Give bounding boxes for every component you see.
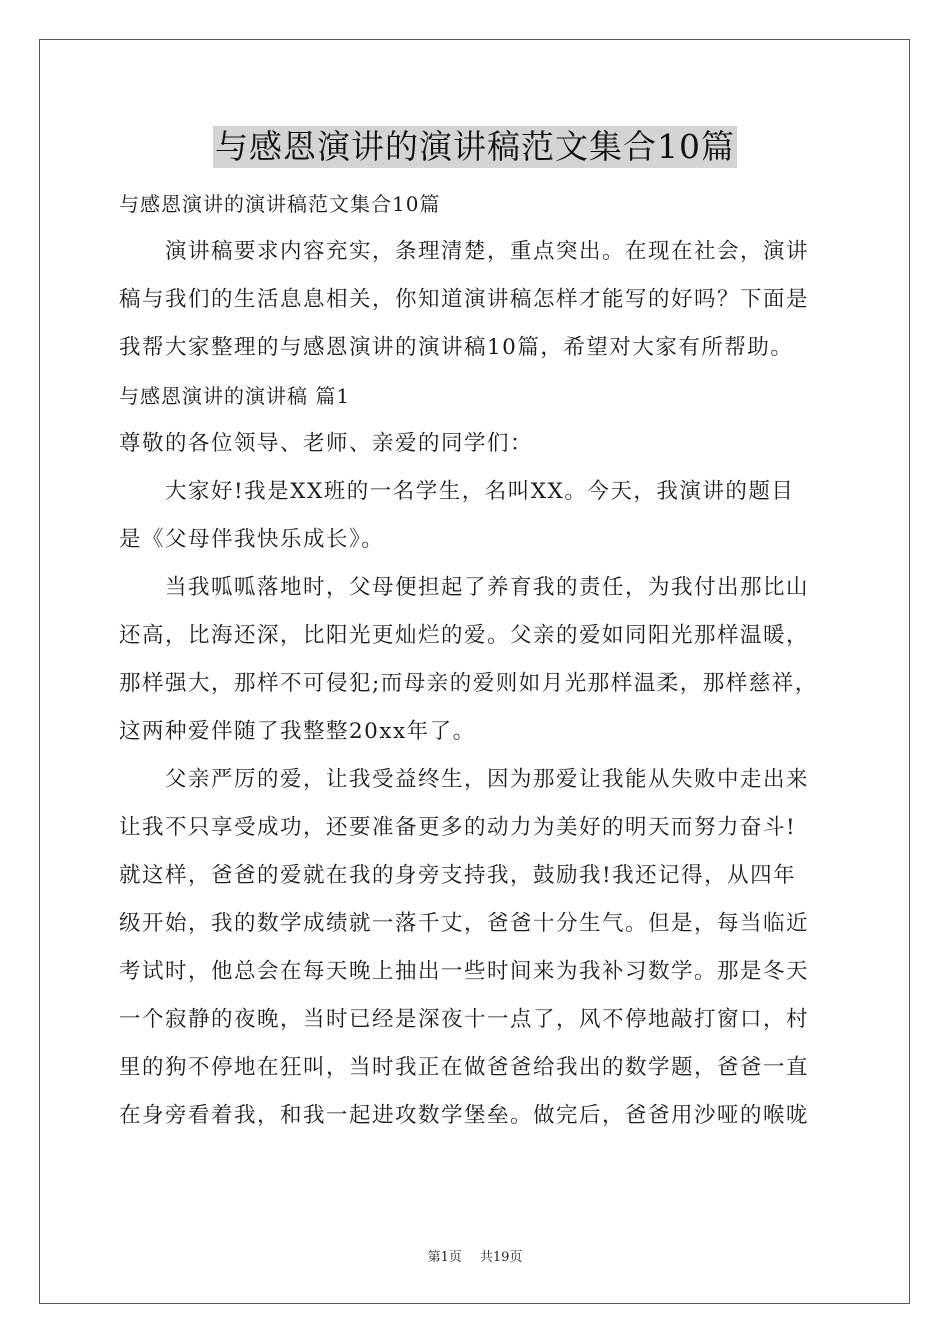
page-footer: [0, 1246, 950, 1265]
salutation-line: 尊敬的各位领导、老师、亲爱的同学们：: [119, 431, 534, 456]
paragraph-line: 里的狗不停地在狂叫，当时我正在做爸爸给我出的数学题，爸爸一直: [119, 1055, 810, 1080]
page-number-current: 第1页: [427, 1250, 462, 1265]
paragraph-line: 稿与我们的生活息息相关，你知道演讲稿怎样才能写的好吗？下面是: [119, 287, 810, 312]
subtitle-line: 与感恩演讲的演讲稿范文集合10篇: [119, 192, 441, 216]
document-body: [119, 180, 839, 1140]
paragraph-line: 在身旁看着我，和我一起进攻数学堡垒。做完后，爸爸用沙哑的喉咙: [119, 1103, 810, 1128]
paragraph-line: 级开始，我的数学成绩就一落千丈，爸爸十分生气。但是，每当临近: [119, 911, 810, 936]
paragraph-line: 还高，比海还深，比阳光更灿烂的爱。父亲的爱如同阳光那样温暖，: [119, 623, 810, 648]
paragraph-line: 让我不只享受成功，还要准备更多的动力为美好的明天而努力奋斗!: [119, 815, 797, 840]
paragraph-line: 这两种爱伴随了我整整20xx年了。: [119, 719, 476, 744]
document-title: 与感恩演讲的演讲稿范文集合10篇: [215, 127, 735, 166]
paragraph-line: 我帮大家整理的与感恩演讲的演讲稿10篇，希望对大家有所帮助。: [119, 335, 794, 360]
paragraph-line: 考试时，他总会在每天晚上抽出一些时间来为我补习数学。那是冬天: [119, 959, 810, 984]
section-heading: 与感恩演讲的演讲稿 篇1: [119, 384, 351, 408]
paragraph-line: 就这样，爸爸的爱就在我的身旁支持我，鼓励我!我还记得，从四年: [119, 863, 797, 888]
page-number-total: 共19页: [479, 1250, 523, 1265]
paragraph-line: 演讲稿要求内容充实，条理清楚，重点突出。在现在社会，演讲: [165, 239, 810, 264]
paragraph-line: 父亲严厉的爱，让我受益终生，因为那爱让我能从失败中走出来: [165, 767, 810, 792]
paragraph-line: 是《父母伴我快乐成长》。: [119, 527, 385, 552]
paragraph-line: 大家好!我是XX班的一名学生，名叫XX。今天，我演讲的题目: [165, 479, 795, 504]
title-container: [0, 126, 950, 168]
paragraph-line: 一个寂静的夜晚，当时已经是深夜十一点了，风不停地敲打窗口，村: [119, 1007, 810, 1032]
paragraph-line: 当我呱呱落地时，父母便担起了养育我的责任，为我付出那比山: [165, 575, 810, 600]
paragraph-line: 那样强大，那样不可侵犯;而母亲的爱则如月光那样温柔，那样慈祥，: [119, 671, 818, 696]
